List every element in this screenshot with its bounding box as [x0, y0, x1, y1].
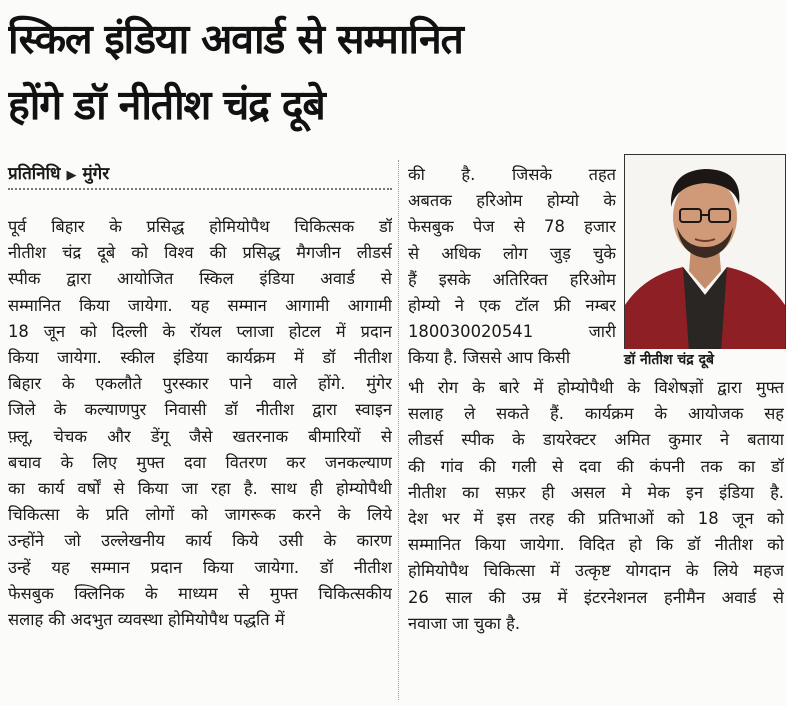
right-column-line: होमियोपैथ चिकित्सा में उत्कृष्ट योगदान के लिये महज — [408, 561, 784, 581]
article-right-column — [408, 375, 784, 637]
portrait-photo — [624, 154, 786, 353]
column-divider — [398, 160, 399, 700]
right-column-line: 26 साल की उम्र में इंटरनेशनल हनीमैन अवार्ड से — [408, 587, 784, 607]
reporter-label: प्रतिनिधि — [8, 164, 61, 184]
portrait-illustration — [625, 155, 785, 352]
left-column-line: नीतीश चंद्र दूबे को विश्व की प्रसिद्ध मैगजीन लीडर्स — [8, 243, 392, 263]
left-column-line: स्पीक द्वारा आयोजित स्किल इंडिया अवार्ड से — [8, 269, 392, 289]
right-column-top-line: किया है. जिससे आप किसी — [408, 348, 571, 368]
left-column-line: बिहार के एकलौते पुरस्कार पाने वाले होंगे. मुंगेर — [8, 374, 392, 394]
right-column-line: नीतीश का सफ़र ही असल मे मेक इन इंडिया है. — [408, 482, 784, 502]
right-column-line: देश भर में इस तरह की प्रतिभाओं को 18 जून को — [408, 509, 784, 529]
photo-caption: डॉ नीतीश चंद्र दूबे — [620, 349, 787, 371]
right-column-top-line: फेसबुक पेज से 78 हजार — [408, 217, 616, 237]
left-column-line: चिकित्सा के प्रति लोगों को जागरूक करने के लिये — [8, 505, 392, 525]
left-column-line: किया जायेगा. स्कील इंडिया कार्यक्रम में डॉ नीतीश — [8, 348, 392, 368]
left-column-line: उन्होंने जो उल्लेखनीय कार्य किये उसी के कारण — [8, 531, 392, 551]
right-column-top-line: अबतक हरिओम होम्यो के — [408, 191, 616, 211]
right-column-line: सलाह ले सकते हैं. कार्यक्रम के आयोजक सह — [408, 404, 784, 424]
right-column-top-line: 180030020541 जारी — [408, 322, 616, 342]
headline-line-2: होंगे डॉ नीतीश चंद्र दूबे — [8, 81, 325, 129]
left-column-line: उन्हें यह सम्मान प्रदान किया जायेगा. डॉ नीतीश — [8, 557, 392, 577]
left-column-line: फेसबुक क्लिनिक के माध्यम से मुफ्त चिकित्सकीय — [8, 583, 392, 603]
location-label: मुंगेर — [82, 164, 110, 184]
left-column-line: पूर्व बिहार के प्रसिद्ध होमियोपैथ चिकित्सक डॉ — [8, 217, 392, 236]
article-left-column — [8, 214, 392, 633]
byline — [8, 160, 392, 190]
headline — [8, 6, 783, 138]
left-column-line: 18 जून को दिल्ली के रॉयल प्लाजा होटल में प्रदान — [8, 321, 392, 341]
left-column-line: फ़्लू, चेचक और डेंगू जैसे खतरनाक बीमारियों से — [8, 426, 392, 446]
right-column-line: की गांव की गली से दवा की कंपनी तक का डॉ — [408, 456, 784, 476]
right-column-line: नवाजा जा चुका है. — [408, 613, 521, 633]
right-column-top-line: की है. जिसके तहत — [408, 165, 616, 184]
left-column-line: सलाह की अदभुत व्यवस्था होमियोपैथ पद्धति में — [8, 610, 285, 630]
right-column-top-line: होम्यो ने एक टॉल फ्री नम्बर — [408, 296, 616, 316]
right-column-top-line: से अधिक लोग जुड़ चुके — [408, 243, 616, 263]
headline-line-1: स्किल इंडिया अवार्ड से सम्मानित — [8, 15, 463, 63]
left-column-line: का कार्य वर्षों से किया जा रहा है. साथ ही होम्योपैथी — [8, 479, 392, 499]
right-column-line: लीडर्स स्पीक के डायरेक्टर अमित कुमार ने बताया — [408, 430, 784, 450]
left-column-line: जिले के कल्याणपुर निवासी डॉ नीतीश द्वारा स्वाइन — [8, 400, 392, 420]
left-column-line: बचाव के लिए मुफ्त दवा वितरण कर जनकल्याण — [8, 452, 392, 472]
article-right-column-top — [408, 162, 616, 372]
right-column-line: सम्मानित किया जायेगा. विदित हो कि डॉ नीतीश को — [408, 535, 784, 555]
right-column-top-line: हैं इसके अतिरिक्त हरिओम — [408, 269, 616, 289]
right-column-line: भी रोग के बारे में होम्योपैथी के विशेषज्ञों द्वारा मुफ्त — [408, 378, 784, 397]
left-column-line: सम्मानित किया जायेगा. यह सम्मान आगामी आगामी — [8, 295, 392, 315]
play-arrow-icon: ▶ — [66, 168, 77, 183]
